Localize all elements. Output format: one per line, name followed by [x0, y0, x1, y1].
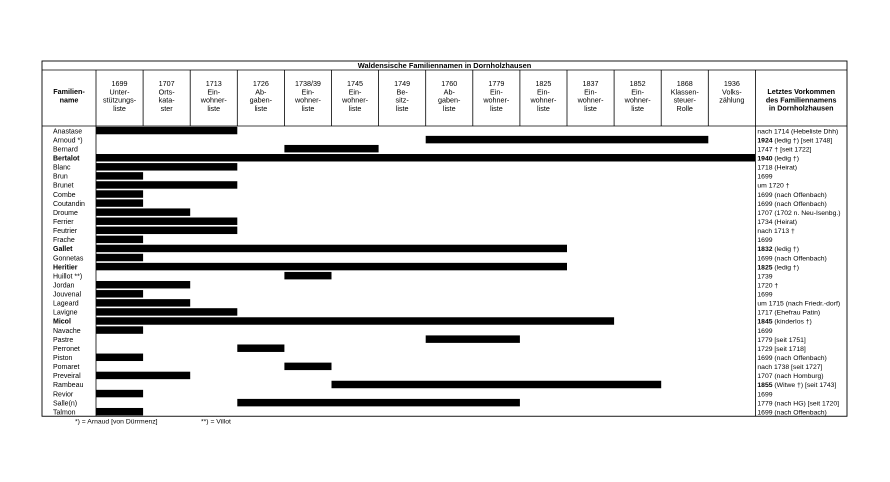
last-column-header: des Familiennamens — [765, 95, 837, 105]
last-occurrence-label: 1699 (nach Offenbach) — [757, 191, 827, 199]
column-type-label: wohner- — [530, 95, 557, 105]
family-name-label: Coutandin — [53, 200, 85, 208]
last-occurrence-label: nach 1713 † — [757, 228, 795, 236]
column-year-label: 1749 — [394, 79, 411, 88]
presence-bar — [96, 127, 237, 134]
last-occurrence-label: 1734 (Heirat) — [757, 218, 798, 226]
column-year-label: 1745 — [347, 79, 364, 88]
column-year-label: 1738/39 — [294, 79, 321, 88]
presence-bar — [284, 363, 331, 370]
column-type-label: liste — [584, 103, 597, 113]
family-name-label: Bernard — [53, 146, 78, 154]
column-type-label: liste — [537, 103, 550, 113]
presence-bar — [237, 344, 284, 351]
family-name-label: Brunet — [53, 182, 74, 190]
chart-title: Waldensische Familiennamen in Dornholzhausen — [357, 61, 532, 71]
family-name-label: Huillot **) — [53, 273, 83, 281]
family-name-label: Anastase — [53, 128, 83, 136]
last-occurrence-label: 1699 (nach Offenbach) — [757, 200, 827, 208]
family-name-label: Combe — [53, 191, 76, 199]
column-type-label: gaben- — [438, 95, 461, 105]
last-occurrence-label: 1699 (nach Offenbach) — [757, 409, 827, 417]
column-type-label: sitz- — [395, 95, 409, 105]
family-name-label: Navache — [53, 327, 81, 335]
last-column-header: in Dornholzhausen — [768, 103, 834, 113]
column-type-label: wohner- — [624, 95, 651, 105]
column-type-label: Ein- — [348, 87, 362, 97]
footnote-arnaud: *) = Arnaud [von Dürrmenz] — [75, 418, 158, 426]
family-name-label: Pastre — [53, 336, 74, 344]
family-name-label: Lavigne — [53, 309, 78, 317]
column-type-label: wohner- — [342, 95, 369, 105]
presence-bar — [96, 372, 190, 379]
column-type-label: Orts- — [158, 87, 175, 97]
family-name-label: Pomaret — [53, 364, 80, 372]
row-header-label: Familien- — [53, 87, 85, 96]
family-name-label: Perronet — [53, 345, 80, 353]
family-name-label: Salle(n) — [53, 400, 78, 408]
column-type-label: steuer- — [673, 95, 696, 105]
last-occurrence-label: 1699 — [757, 327, 773, 335]
presence-bar — [96, 236, 143, 243]
family-name-label: Micol — [53, 318, 71, 326]
family-name-label: Piston — [53, 355, 73, 363]
last-occurrence-label: 1717 (Ehefrau Patin) — [757, 309, 821, 317]
presence-bar — [96, 308, 237, 315]
last-occurrence-label: 1699 — [757, 173, 773, 181]
column-type-label: Volks- — [722, 87, 742, 97]
family-name-label: Feutrier — [53, 228, 78, 236]
column-type-label: Ab- — [255, 87, 267, 97]
column-type-label: Unter- — [109, 87, 130, 97]
column-year-label: 1699 — [111, 79, 128, 88]
presence-bar — [96, 281, 190, 288]
table-frame — [42, 61, 847, 416]
family-name-label: Gallet — [53, 246, 73, 254]
column-type-label: Ein- — [631, 87, 645, 97]
column-type-label: liste — [113, 103, 126, 113]
column-year-label: 1707 — [158, 79, 175, 88]
column-type-label: ster — [160, 103, 173, 113]
presence-bar — [96, 208, 190, 215]
family-name-label: Preveiral — [53, 373, 81, 381]
family-name-label: Droume — [53, 209, 78, 217]
column-type-label: wohner- — [577, 95, 604, 105]
column-year-label: 1852 — [629, 79, 646, 88]
last-occurrence-label: 1720 † — [757, 282, 779, 290]
last-occurrence-label: 1707 (nach Homburg) — [757, 373, 824, 381]
presence-bar — [96, 263, 567, 270]
last-occurrence-label: 1718 (Heirat) — [757, 164, 798, 172]
family-name-label: Heritier — [53, 264, 78, 272]
presence-bar — [426, 335, 520, 342]
presence-bar — [96, 181, 237, 188]
column-type-label: wohner- — [483, 95, 510, 105]
presence-bar — [96, 299, 190, 306]
family-name-label: Jouvenal — [53, 291, 82, 299]
presence-bar — [96, 154, 755, 161]
column-type-label: Klassen- — [670, 87, 699, 97]
presence-bar — [96, 317, 614, 324]
last-occurrence-label: 1832 (ledig †) — [757, 246, 799, 254]
column-type-label: wohner- — [294, 95, 321, 105]
column-type-label: Ab- — [443, 87, 455, 97]
family-name-label: Arnoud *) — [53, 137, 83, 145]
family-name-label: Talmon — [53, 409, 76, 417]
column-year-label: 1837 — [582, 79, 599, 88]
column-type-label: liste — [254, 103, 268, 113]
last-occurrence-label: 1845 (kinderlos †) — [757, 318, 812, 326]
last-occurrence-label: 1699 — [757, 291, 773, 299]
column-type-label: Rolle — [676, 103, 693, 113]
column-year-label: 1760 — [441, 79, 458, 88]
presence-bar — [96, 354, 143, 361]
last-occurrence-label: 1729 [seit 1718] — [757, 345, 806, 353]
presence-bar — [96, 408, 143, 415]
presence-bar — [96, 390, 143, 397]
column-year-label: 1936 — [723, 79, 740, 88]
family-name-label: Brun — [53, 173, 68, 181]
family-name-label: Frache — [53, 237, 75, 245]
row-header-label: name — [59, 95, 79, 105]
presence-bar — [96, 190, 143, 197]
family-name-label: Bertalot — [53, 155, 80, 163]
last-occurrence-label: nach 1738 [seit 1727] — [757, 364, 823, 372]
column-type-label: kata- — [158, 95, 175, 105]
last-occurrence-label: 1739 — [757, 273, 773, 281]
last-occurrence-label: um 1715 (nach Friedr.-dorf) — [757, 300, 841, 308]
column-type-label: Ein- — [537, 87, 550, 97]
presence-bar — [96, 199, 143, 206]
presence-bar — [426, 136, 709, 143]
last-occurrence-label: 1924 (ledig †) [seit 1748] — [757, 137, 833, 145]
last-occurrence-label: 1825 (ledig †) — [757, 264, 799, 272]
presence-bar — [96, 254, 143, 261]
presence-bar — [96, 227, 237, 234]
family-name-label: Lageard — [53, 300, 79, 308]
family-name-label: Revior — [53, 391, 74, 399]
presence-bar — [96, 326, 143, 333]
family-name-label: Gonnetas — [53, 255, 84, 263]
column-year-label: 1779 — [488, 79, 505, 88]
presence-bar — [96, 290, 143, 297]
column-type-label: liste — [207, 103, 221, 113]
last-occurrence-label: nach 1714 (Hebeliste Dhh) — [757, 128, 839, 136]
last-occurrence-label: 1779 [seit 1751] — [757, 336, 806, 344]
column-type-label: liste — [631, 103, 645, 113]
presence-bar — [332, 381, 662, 388]
column-type-label: stützungs- — [102, 95, 137, 105]
presence-bar — [284, 272, 331, 279]
column-type-label: liste — [301, 103, 315, 113]
presence-bar — [96, 172, 143, 179]
column-type-label: liste — [348, 103, 362, 113]
column-type-label: wohner- — [200, 95, 227, 105]
presence-bar — [237, 399, 520, 406]
last-occurrence-label: 1699 — [757, 237, 773, 245]
column-type-label: Ein- — [207, 87, 221, 97]
family-name-label: Rambeau — [53, 382, 84, 390]
presence-bar — [96, 218, 237, 225]
presence-bar — [96, 245, 567, 252]
last-occurrence-label: 1707 (1702 n. Neu-Isenbg.) — [757, 209, 841, 217]
presence-bar — [284, 145, 378, 152]
last-occurrence-label: um 1720 † — [757, 182, 790, 190]
family-name-label: Ferrier — [53, 218, 74, 226]
column-type-label: Ein- — [489, 87, 503, 97]
last-occurrence-label: 1940 (ledig †) — [757, 155, 799, 163]
last-column-header: Letztes Vorkommen — [767, 87, 836, 96]
column-year-label: 1726 — [252, 79, 269, 88]
family-name-label: Jordan — [53, 282, 75, 290]
column-type-label: zählung — [719, 95, 745, 105]
last-occurrence-label: 1855 (Witwe †) [seit 1743] — [757, 382, 837, 390]
column-year-label: 1868 — [676, 79, 693, 88]
last-occurrence-label: 1779 (nach HG) [seit 1720] — [757, 400, 840, 408]
column-type-label: gaben- — [249, 95, 273, 105]
last-occurrence-label: 1747 † [seit 1722] — [757, 146, 812, 154]
column-type-label: Be- — [396, 87, 408, 97]
column-type-label: Ein- — [301, 87, 315, 97]
column-year-label: 1825 — [535, 79, 552, 88]
last-occurrence-label: 1699 — [757, 391, 773, 399]
footnote-villot: **) = Villot — [201, 418, 231, 426]
last-occurrence-label: 1699 (nach Offenbach) — [757, 355, 827, 363]
column-type-label: liste — [395, 103, 409, 113]
family-name-label: Blanc — [53, 164, 71, 172]
column-year-label: 1713 — [205, 79, 222, 88]
column-type-label: Ein- — [584, 87, 597, 97]
column-type-label: liste — [489, 103, 503, 113]
presence-bar — [96, 163, 237, 170]
last-occurrence-label: 1699 (nach Offenbach) — [757, 255, 827, 263]
column-type-label: liste — [442, 103, 456, 113]
